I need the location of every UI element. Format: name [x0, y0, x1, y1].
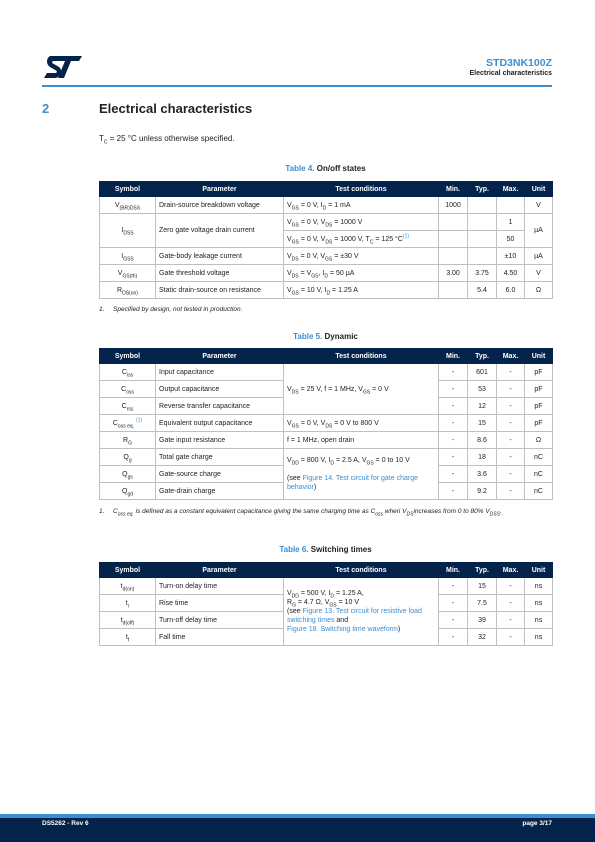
table6-caption: Table 6. Switching times: [279, 545, 372, 554]
unit-cell: nC: [525, 449, 553, 466]
max-cell: ±10: [497, 248, 525, 265]
max-cell: -: [497, 415, 525, 432]
typ-cell: [468, 197, 497, 214]
symbol-cell: $I_{GSS}$: [100, 248, 156, 265]
symbol-cell: $V_{GS(th)}$: [100, 265, 156, 282]
unit-cell: Ω: [525, 432, 553, 449]
conditions-cell: $V_{DS} = 25$ V, f = 1 MHz, $V_{GS} = 0$ V: [284, 364, 439, 415]
symbol-cell: $C_{oss eq.}$ $^{(1)}$: [100, 415, 156, 432]
section-number: 2: [42, 101, 50, 116]
typ-cell: 601: [468, 364, 497, 381]
col-test-conditions: Test conditions: [284, 349, 439, 364]
typ-cell: 5.4: [468, 282, 497, 299]
unit-cell: pF: [525, 415, 553, 432]
symbol-cell: $t_f$: [100, 629, 156, 646]
max-cell: 1: [497, 214, 525, 231]
max-cell: -: [497, 578, 525, 595]
min-cell: -: [439, 415, 468, 432]
col-min: Min.: [439, 349, 468, 364]
parameter-cell: Static drain-source on resistance: [156, 282, 284, 299]
conditions-cell: $V_{GS} = 0$ V, $I_D = 1$ mA: [284, 197, 439, 214]
parameter-cell: Fall time: [156, 629, 284, 646]
unit-cell: pF: [525, 364, 553, 381]
typ-cell: [468, 248, 497, 265]
col-symbol: Symbol: [100, 182, 156, 197]
min-cell: [439, 231, 468, 248]
figure14-link[interactable]: Figure 14. Test circuit for gate charge behavior: [287, 475, 418, 491]
table4-footnote: 1. Specified by design, not tested in production.: [99, 306, 243, 313]
col-test-conditions: Test conditions: [284, 563, 439, 578]
max-cell: -: [497, 595, 525, 612]
conditions-cell: $V_{DD} = 800$ V, $I_D = 2.5$ A, $V_{GS} = 0$ to 10 V (see Figure 14. Test circuit for gate charge behavior): [284, 449, 439, 500]
parameter-cell: Rise time: [156, 595, 284, 612]
min-cell: -: [439, 381, 468, 398]
symbol-cell: $R_G$: [100, 432, 156, 449]
symbol-cell: $R_{DS(on)}$: [100, 282, 156, 299]
col-unit: Unit: [525, 349, 553, 364]
col-symbol: Symbol: [100, 563, 156, 578]
parameter-cell: Equivalent output capacitance: [156, 415, 284, 432]
table-row: [100, 449, 553, 466]
min-cell: -: [439, 595, 468, 612]
max-cell: -: [497, 483, 525, 500]
col-typ: Typ.: [468, 349, 497, 364]
table-dynamic: [99, 348, 553, 500]
max-cell: -: [497, 432, 525, 449]
parameter-cell: Output capacitance: [156, 381, 284, 398]
symbol-cell: $C_{rss}$: [100, 398, 156, 415]
typ-cell: 12: [468, 398, 497, 415]
symbol-cell: $t_{d(on)}$: [100, 578, 156, 595]
min-cell: 1000: [439, 197, 468, 214]
typ-cell: [468, 214, 497, 231]
max-cell: -: [497, 466, 525, 483]
unit-cell: µA: [525, 214, 553, 248]
unit-cell: nC: [525, 483, 553, 500]
table-row: [100, 214, 553, 231]
table-row: [100, 248, 553, 265]
parameter-cell: Turn-on delay time: [156, 578, 284, 595]
footer-page-number: page 3/17: [522, 820, 552, 827]
typ-cell: 3.6: [468, 466, 497, 483]
col-parameter: Parameter: [156, 563, 284, 578]
min-cell: -: [439, 466, 468, 483]
parameter-cell: Gate-drain charge: [156, 483, 284, 500]
min-cell: -: [439, 578, 468, 595]
table-row: [100, 432, 553, 449]
unit-cell: ns: [525, 595, 553, 612]
conditions-cell: $V_{DS} = 0$ V, $V_{GS} = \pm 30$ V: [284, 248, 439, 265]
min-cell: -: [439, 364, 468, 381]
col-test-conditions: Test conditions: [284, 182, 439, 197]
conditions-cell: $V_{DS} = V_{GS}$, $I_D = 50$ µA: [284, 265, 439, 282]
col-max: Max.: [497, 182, 525, 197]
table-header-row: [100, 182, 553, 197]
col-unit: Unit: [525, 182, 553, 197]
table-row: [100, 415, 553, 432]
figure13-link[interactable]: Figure 13. Test circuit for resistive load switching times: [287, 608, 422, 624]
unit-cell: V: [525, 197, 553, 214]
typ-cell: 53: [468, 381, 497, 398]
unit-cell: Ω: [525, 282, 553, 299]
symbol-cell: $C_{iss}$: [100, 364, 156, 381]
col-unit: Unit: [525, 563, 553, 578]
min-cell: -: [439, 629, 468, 646]
symbol-cell: $I_{DSS}$: [100, 214, 156, 248]
max-cell: [497, 197, 525, 214]
typ-cell: 39: [468, 612, 497, 629]
conditions-cell: $V_{DD} = 500$ V, $I_D = 1.25$ A, $R_G = 4.7$ Ω, $V_{GS} = 10$ V (see Figure 13. Test circuit for resistive load switching times and Figure 18. Switching time waveform): [284, 578, 439, 646]
unit-cell: nC: [525, 466, 553, 483]
conditions-cell: $V_{GS} = 0$ V, $V_{DS} = 1000$ V, $T_C = 125$ $^\circ C^{(1)}$: [284, 231, 439, 248]
parameter-cell: Gate input resistance: [156, 432, 284, 449]
table-row: [100, 282, 553, 299]
table-row: [100, 364, 553, 381]
col-max: Max.: [497, 563, 525, 578]
parameter-cell: Drain-source breakdown voltage: [156, 197, 284, 214]
max-cell: -: [497, 398, 525, 415]
col-typ: Typ.: [468, 182, 497, 197]
typ-cell: 7.5: [468, 595, 497, 612]
symbol-cell: $t_r$: [100, 595, 156, 612]
symbol-cell: $Q_{gs}$: [100, 466, 156, 483]
figure18-link[interactable]: Figure 18. Switching time waveform: [287, 626, 398, 633]
symbol-cell: $Q_{gd}$: [100, 483, 156, 500]
header-section-name: Electrical characteristics: [469, 70, 552, 77]
st-logo-icon: [42, 54, 84, 80]
min-cell: -: [439, 398, 468, 415]
typ-cell: 32: [468, 629, 497, 646]
table-row: [100, 265, 553, 282]
symbol-cell: $Q_g$: [100, 449, 156, 466]
table5-footnote: 1. $C_{oss eq.}$ is defined as a constant equivalent capacitance giving the same charging time as $C_{oss}$ when $V_{DS}increases$ from 0 to 80% $V_{DSS}$.: [99, 508, 502, 518]
section-title: Electrical characteristics: [99, 101, 253, 116]
footer-band: [0, 818, 595, 842]
col-typ: Typ.: [468, 563, 497, 578]
max-cell: -: [497, 381, 525, 398]
table-switching-times: [99, 562, 553, 646]
table-row: [100, 578, 553, 595]
parameter-cell: Gate-source charge: [156, 466, 284, 483]
unit-cell: V: [525, 265, 553, 282]
table4-caption: Table 4. On/off states: [285, 164, 366, 173]
min-cell: -: [439, 449, 468, 466]
parameter-cell: Turn-off delay time: [156, 612, 284, 629]
symbol-cell: $C_{oss}$: [100, 381, 156, 398]
parameter-cell: Input capacitance: [156, 364, 284, 381]
min-cell: [439, 248, 468, 265]
max-cell: -: [497, 612, 525, 629]
conditions-cell: $V_{GS} = 0$ V, $V_{DS} = 0$ V to 800 V: [284, 415, 439, 432]
conditions-cell: f = 1 MHz, open drain: [284, 432, 439, 449]
table-header-row: [100, 349, 553, 364]
max-cell: -: [497, 629, 525, 646]
conditions-cell: $V_{GS} = 0$ V, $V_{DS} = 1000$ V: [284, 214, 439, 231]
typ-cell: 8.6: [468, 432, 497, 449]
typ-cell: 3.75: [468, 265, 497, 282]
header-rule: [42, 85, 552, 87]
parameter-cell: Total gate charge: [156, 449, 284, 466]
unit-cell: ns: [525, 629, 553, 646]
parameter-cell: Reverse transfer capacitance: [156, 398, 284, 415]
min-cell: [439, 214, 468, 231]
min-cell: -: [439, 612, 468, 629]
parameter-cell: Zero gate voltage drain current: [156, 214, 284, 248]
intro-text: $T_C = 25$ °C unless otherwise specified.: [99, 134, 235, 146]
max-cell: -: [497, 364, 525, 381]
max-cell: 4.50: [497, 265, 525, 282]
col-min: Min.: [439, 182, 468, 197]
symbol-cell: $V_{(BR)DSS}$: [100, 197, 156, 214]
col-max: Max.: [497, 349, 525, 364]
document-id: STD3NK100Z: [486, 57, 552, 69]
col-parameter: Parameter: [156, 349, 284, 364]
col-min: Min.: [439, 563, 468, 578]
min-cell: -: [439, 432, 468, 449]
unit-cell: ns: [525, 612, 553, 629]
min-cell: [439, 282, 468, 299]
unit-cell: pF: [525, 381, 553, 398]
parameter-cell: Gate threshold voltage: [156, 265, 284, 282]
conditions-cell: $V_{GS} = 10$ V, $I_D = 1.25$ A: [284, 282, 439, 299]
symbol-cell: $t_{d(off)}$: [100, 612, 156, 629]
min-cell: 3.00: [439, 265, 468, 282]
footer-doc-revision: DS5262 - Rev 6: [42, 820, 89, 827]
typ-cell: [468, 231, 497, 248]
table5-caption: Table 5. Dynamic: [293, 332, 358, 341]
max-cell: 6.0: [497, 282, 525, 299]
table-header-row: [100, 563, 553, 578]
col-parameter: Parameter: [156, 182, 284, 197]
typ-cell: 18: [468, 449, 497, 466]
table-row: [100, 197, 553, 214]
unit-cell: pF: [525, 398, 553, 415]
col-symbol: Symbol: [100, 349, 156, 364]
table-on-off-states: [99, 181, 553, 299]
typ-cell: 9.2: [468, 483, 497, 500]
unit-cell: µA: [525, 248, 553, 265]
typ-cell: 15: [468, 415, 497, 432]
unit-cell: ns: [525, 578, 553, 595]
min-cell: -: [439, 483, 468, 500]
parameter-cell: Gate-body leakage current: [156, 248, 284, 265]
typ-cell: 15: [468, 578, 497, 595]
max-cell: 50: [497, 231, 525, 248]
max-cell: -: [497, 449, 525, 466]
